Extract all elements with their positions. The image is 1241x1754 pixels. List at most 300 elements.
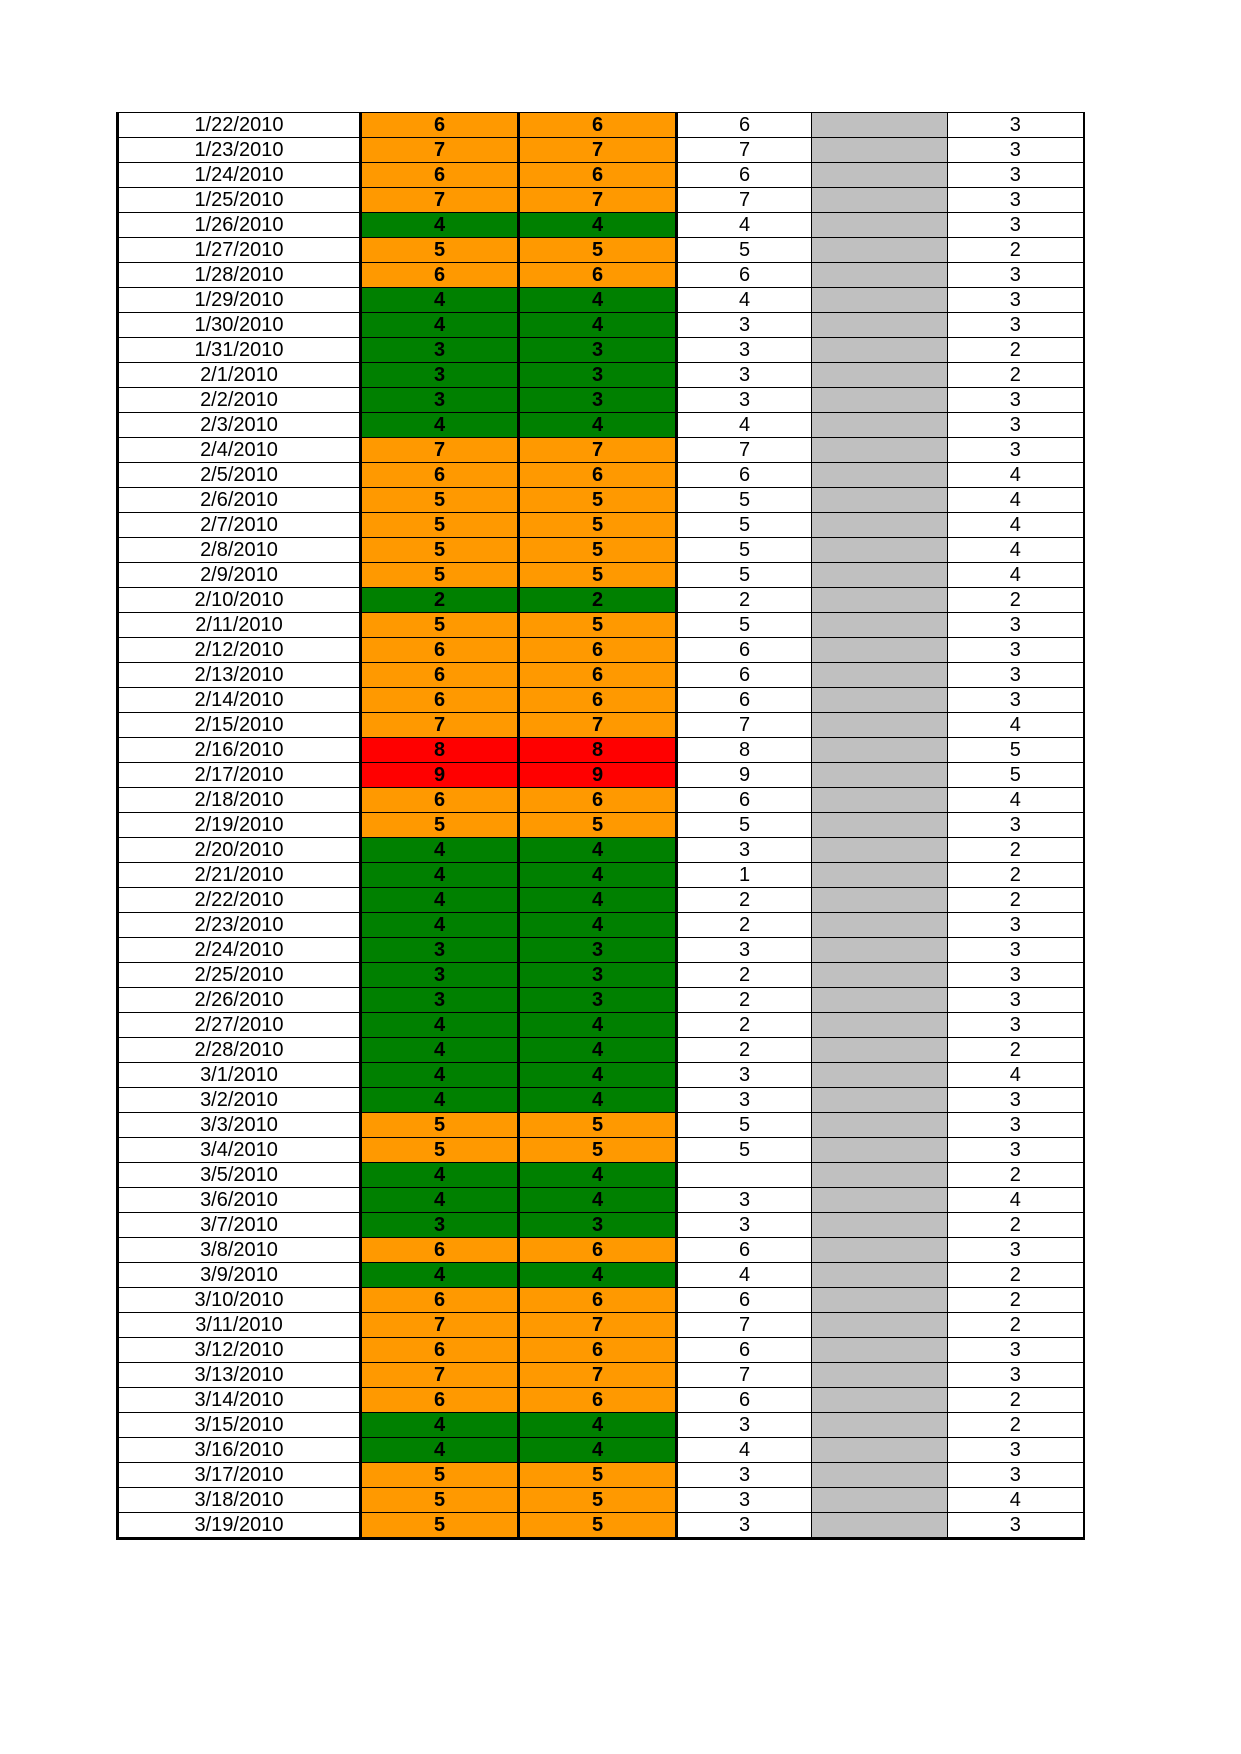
score-a-cell: 7 [361,1313,519,1338]
value-c-cell: 5 [677,563,812,588]
date-cell: 2/18/2010 [118,788,361,813]
score-b-cell: 4 [519,1188,677,1213]
value-c-cell: 9 [677,763,812,788]
table-row [118,613,1084,638]
table-row [118,488,1084,513]
gray-cell [812,1488,948,1513]
gray-cell [812,1163,948,1188]
value-d-cell: 3 [948,938,1084,963]
score-a-cell: 5 [361,563,519,588]
date-cell: 2/28/2010 [118,1038,361,1063]
table-row [118,1238,1084,1263]
score-a-cell: 4 [361,1088,519,1113]
value-d-cell: 4 [948,1063,1084,1088]
date-cell: 3/5/2010 [118,1163,361,1188]
score-b-cell: 4 [519,1038,677,1063]
value-c-cell: 2 [677,888,812,913]
score-b-cell: 7 [519,1313,677,1338]
gray-cell [812,488,948,513]
value-c-cell: 5 [677,488,812,513]
gray-cell [812,738,948,763]
value-c-cell: 2 [677,588,812,613]
score-b-cell: 7 [519,1363,677,1388]
value-d-cell: 4 [948,463,1084,488]
score-b-cell: 3 [519,388,677,413]
table-row [118,213,1084,238]
score-a-cell: 7 [361,188,519,213]
date-cell: 2/4/2010 [118,438,361,463]
score-a-cell: 3 [361,363,519,388]
value-c-cell: 2 [677,913,812,938]
date-cell: 3/10/2010 [118,1288,361,1313]
table-row [118,1138,1084,1163]
value-d-cell: 2 [948,1213,1084,1238]
table-row [118,463,1084,488]
date-cell: 3/12/2010 [118,1338,361,1363]
table-row [118,863,1084,888]
date-cell: 1/22/2010 [118,113,361,138]
gray-cell [812,263,948,288]
value-c-cell: 7 [677,138,812,163]
date-cell: 2/26/2010 [118,988,361,1013]
score-b-cell: 4 [519,1088,677,1113]
score-b-cell: 4 [519,913,677,938]
score-a-cell: 5 [361,513,519,538]
table-row [118,513,1084,538]
score-b-cell: 6 [519,1288,677,1313]
score-b-cell: 4 [519,1263,677,1288]
score-a-cell: 5 [361,1113,519,1138]
table-row [118,763,1084,788]
gray-cell [812,913,948,938]
score-a-cell: 7 [361,438,519,463]
date-cell: 2/19/2010 [118,813,361,838]
score-a-cell: 5 [361,538,519,563]
value-d-cell: 4 [948,1488,1084,1513]
gray-cell [812,1063,948,1088]
table-row [118,363,1084,388]
gray-cell [812,413,948,438]
value-d-cell: 3 [948,138,1084,163]
value-d-cell: 2 [948,363,1084,388]
value-d-cell: 4 [948,563,1084,588]
value-d-cell: 3 [948,1113,1084,1138]
value-c-cell: 7 [677,713,812,738]
value-d-cell: 4 [948,538,1084,563]
value-c-cell [677,1163,812,1188]
score-a-cell: 3 [361,1213,519,1238]
date-cell: 2/6/2010 [118,488,361,513]
value-c-cell: 6 [677,1338,812,1363]
value-c-cell: 5 [677,538,812,563]
table-row [118,713,1084,738]
score-a-cell: 4 [361,413,519,438]
value-c-cell: 2 [677,1013,812,1038]
value-d-cell: 2 [948,838,1084,863]
value-d-cell: 3 [948,638,1084,663]
score-a-cell: 3 [361,988,519,1013]
score-b-cell: 3 [519,988,677,1013]
gray-cell [812,1463,948,1488]
value-d-cell: 3 [948,288,1084,313]
value-d-cell: 2 [948,238,1084,263]
date-cell: 3/7/2010 [118,1213,361,1238]
score-a-cell: 4 [361,863,519,888]
table-row [118,263,1084,288]
gray-cell [812,838,948,863]
score-b-cell: 6 [519,638,677,663]
score-a-cell: 5 [361,613,519,638]
value-c-cell: 6 [677,463,812,488]
value-d-cell: 3 [948,263,1084,288]
gray-cell [812,363,948,388]
table-row [118,113,1084,138]
date-cell: 3/13/2010 [118,1363,361,1388]
table-row [118,738,1084,763]
date-cell: 3/1/2010 [118,1063,361,1088]
score-a-cell: 4 [361,1438,519,1463]
value-c-cell: 4 [677,1263,812,1288]
value-d-cell: 3 [948,663,1084,688]
date-cell: 3/19/2010 [118,1513,361,1539]
gray-cell [812,1513,948,1539]
table-row [118,338,1084,363]
date-cell: 2/8/2010 [118,538,361,563]
score-b-cell: 2 [519,588,677,613]
value-d-cell: 3 [948,188,1084,213]
value-c-cell: 5 [677,1138,812,1163]
table-row [118,1488,1084,1513]
gray-cell [812,663,948,688]
score-a-cell: 5 [361,1488,519,1513]
score-b-cell: 4 [519,413,677,438]
gray-cell [812,888,948,913]
table-row [118,788,1084,813]
table-row [118,413,1084,438]
score-b-cell: 6 [519,663,677,688]
date-cell: 2/16/2010 [118,738,361,763]
date-cell: 1/28/2010 [118,263,361,288]
date-cell: 2/3/2010 [118,413,361,438]
value-d-cell: 3 [948,963,1084,988]
value-c-cell: 3 [677,1488,812,1513]
value-c-cell: 7 [677,188,812,213]
score-b-cell: 6 [519,163,677,188]
score-a-cell: 5 [361,1513,519,1539]
table-row [118,1263,1084,1288]
score-b-cell: 3 [519,963,677,988]
score-a-cell: 6 [361,263,519,288]
date-cell: 1/27/2010 [118,238,361,263]
score-b-cell: 7 [519,138,677,163]
score-b-cell: 4 [519,213,677,238]
date-cell: 2/1/2010 [118,363,361,388]
date-cell: 3/2/2010 [118,1088,361,1113]
date-cell: 2/10/2010 [118,588,361,613]
value-c-cell: 3 [677,388,812,413]
score-b-cell: 6 [519,1388,677,1413]
score-b-cell: 4 [519,288,677,313]
score-a-cell: 4 [361,1188,519,1213]
score-b-cell: 5 [519,813,677,838]
value-d-cell: 2 [948,1288,1084,1313]
value-c-cell: 2 [677,1038,812,1063]
score-a-cell: 5 [361,238,519,263]
table-row [118,1363,1084,1388]
score-a-cell: 5 [361,1138,519,1163]
value-d-cell: 3 [948,913,1084,938]
value-d-cell: 4 [948,713,1084,738]
value-d-cell: 3 [948,1138,1084,1163]
gray-cell [812,938,948,963]
date-cell: 2/27/2010 [118,1013,361,1038]
score-b-cell: 4 [519,863,677,888]
value-d-cell: 3 [948,313,1084,338]
table-row [118,888,1084,913]
date-cell: 2/21/2010 [118,863,361,888]
score-a-cell: 6 [361,1288,519,1313]
date-cell: 2/25/2010 [118,963,361,988]
value-d-cell: 3 [948,113,1084,138]
value-d-cell: 2 [948,588,1084,613]
score-b-cell: 3 [519,938,677,963]
value-c-cell: 6 [677,1288,812,1313]
value-c-cell: 6 [677,1388,812,1413]
value-c-cell: 3 [677,1063,812,1088]
gray-cell [812,438,948,463]
date-cell: 3/18/2010 [118,1488,361,1513]
table-row [118,1088,1084,1113]
value-d-cell: 2 [948,338,1084,363]
score-a-cell: 4 [361,888,519,913]
gray-cell [812,788,948,813]
value-d-cell: 3 [948,1238,1084,1263]
gray-cell [812,1188,948,1213]
value-d-cell: 3 [948,1013,1084,1038]
score-b-cell: 5 [519,1138,677,1163]
value-c-cell: 4 [677,288,812,313]
gray-cell [812,1138,948,1163]
value-c-cell: 4 [677,413,812,438]
score-b-cell: 6 [519,1338,677,1363]
gray-cell [812,688,948,713]
value-d-cell: 4 [948,488,1084,513]
score-b-cell: 6 [519,688,677,713]
gray-cell [812,538,948,563]
value-c-cell: 5 [677,1113,812,1138]
date-cell: 3/3/2010 [118,1113,361,1138]
value-d-cell: 3 [948,413,1084,438]
score-b-cell: 4 [519,838,677,863]
gray-cell [812,188,948,213]
value-d-cell: 3 [948,813,1084,838]
score-b-cell: 9 [519,763,677,788]
date-cell: 2/13/2010 [118,663,361,688]
date-cell: 3/6/2010 [118,1188,361,1213]
score-a-cell: 4 [361,288,519,313]
score-b-cell: 5 [519,1513,677,1539]
gray-cell [812,963,948,988]
table-row [118,938,1084,963]
date-cell: 2/5/2010 [118,463,361,488]
table-row [118,438,1084,463]
gray-cell [812,388,948,413]
date-cell: 2/24/2010 [118,938,361,963]
gray-cell [812,813,948,838]
value-d-cell: 2 [948,1263,1084,1288]
gray-cell [812,988,948,1013]
score-a-cell: 4 [361,1063,519,1088]
table-row [118,163,1084,188]
score-b-cell: 5 [519,1463,677,1488]
table-row [118,1113,1084,1138]
table-row [118,1063,1084,1088]
score-b-cell: 6 [519,263,677,288]
value-c-cell: 5 [677,613,812,638]
score-a-cell: 5 [361,1463,519,1488]
date-cell: 2/14/2010 [118,688,361,713]
date-cell: 3/4/2010 [118,1138,361,1163]
value-c-cell: 6 [677,788,812,813]
date-cell: 2/7/2010 [118,513,361,538]
table-row [118,1413,1084,1438]
score-b-cell: 4 [519,1163,677,1188]
gray-cell [812,763,948,788]
score-b-cell: 7 [519,713,677,738]
score-a-cell: 6 [361,688,519,713]
score-a-cell: 5 [361,488,519,513]
value-c-cell: 6 [677,663,812,688]
value-c-cell: 4 [677,1438,812,1463]
gray-cell [812,1088,948,1113]
date-cell: 3/9/2010 [118,1263,361,1288]
score-a-cell: 3 [361,338,519,363]
data-table [116,112,1085,1540]
gray-cell [812,563,948,588]
score-a-cell: 6 [361,788,519,813]
value-d-cell: 2 [948,888,1084,913]
value-d-cell: 2 [948,1038,1084,1063]
score-b-cell: 5 [519,238,677,263]
score-a-cell: 7 [361,138,519,163]
value-c-cell: 6 [677,1238,812,1263]
date-cell: 2/22/2010 [118,888,361,913]
value-d-cell: 3 [948,163,1084,188]
score-b-cell: 5 [519,563,677,588]
value-d-cell: 3 [948,1363,1084,1388]
value-c-cell: 3 [677,1413,812,1438]
value-c-cell: 6 [677,163,812,188]
score-b-cell: 5 [519,513,677,538]
value-c-cell: 2 [677,988,812,1013]
gray-cell [812,513,948,538]
score-b-cell: 3 [519,363,677,388]
value-d-cell: 2 [948,1313,1084,1338]
score-a-cell: 4 [361,1013,519,1038]
score-b-cell: 6 [519,463,677,488]
table-row [118,1513,1084,1539]
table-body [118,113,1084,1539]
score-a-cell: 4 [361,1163,519,1188]
table-row [118,188,1084,213]
gray-cell [812,1213,948,1238]
gray-cell [812,1438,948,1463]
date-cell: 1/31/2010 [118,338,361,363]
score-b-cell: 8 [519,738,677,763]
table-row [118,1163,1084,1188]
table-row [118,313,1084,338]
table-row [118,138,1084,163]
gray-cell [812,1038,948,1063]
value-c-cell: 3 [677,363,812,388]
value-c-cell: 6 [677,113,812,138]
score-b-cell: 4 [519,1063,677,1088]
score-a-cell: 2 [361,588,519,613]
score-b-cell: 4 [519,1413,677,1438]
value-c-cell: 3 [677,1463,812,1488]
date-cell: 1/24/2010 [118,163,361,188]
score-a-cell: 6 [361,638,519,663]
value-d-cell: 4 [948,513,1084,538]
value-d-cell: 3 [948,688,1084,713]
score-b-cell: 3 [519,1213,677,1238]
score-a-cell: 6 [361,1338,519,1363]
table-row [118,288,1084,313]
date-cell: 2/20/2010 [118,838,361,863]
date-cell: 3/11/2010 [118,1313,361,1338]
value-c-cell: 3 [677,938,812,963]
score-a-cell: 9 [361,763,519,788]
gray-cell [812,1288,948,1313]
table-row [118,663,1084,688]
table-row [118,988,1084,1013]
value-c-cell: 8 [677,738,812,763]
score-b-cell: 5 [519,488,677,513]
score-b-cell: 5 [519,613,677,638]
table-row [118,1038,1084,1063]
table-row [118,1188,1084,1213]
value-d-cell: 2 [948,863,1084,888]
table-row [118,838,1084,863]
table-row [118,1288,1084,1313]
score-a-cell: 4 [361,913,519,938]
value-c-cell: 5 [677,238,812,263]
score-b-cell: 3 [519,338,677,363]
value-c-cell: 2 [677,963,812,988]
value-c-cell: 7 [677,1313,812,1338]
score-b-cell: 6 [519,788,677,813]
gray-cell [812,238,948,263]
score-b-cell: 5 [519,1488,677,1513]
score-a-cell: 6 [361,1238,519,1263]
value-d-cell: 3 [948,1463,1084,1488]
score-a-cell: 6 [361,1388,519,1413]
table-row [118,913,1084,938]
date-cell: 3/16/2010 [118,1438,361,1463]
value-d-cell: 2 [948,1413,1084,1438]
value-d-cell: 3 [948,1438,1084,1463]
score-b-cell: 7 [519,438,677,463]
date-cell: 3/17/2010 [118,1463,361,1488]
value-c-cell: 5 [677,513,812,538]
date-cell: 3/14/2010 [118,1388,361,1413]
score-a-cell: 6 [361,663,519,688]
score-b-cell: 5 [519,1113,677,1138]
table-row [118,1338,1084,1363]
date-cell: 3/8/2010 [118,1238,361,1263]
score-b-cell: 4 [519,888,677,913]
table-row [118,388,1084,413]
